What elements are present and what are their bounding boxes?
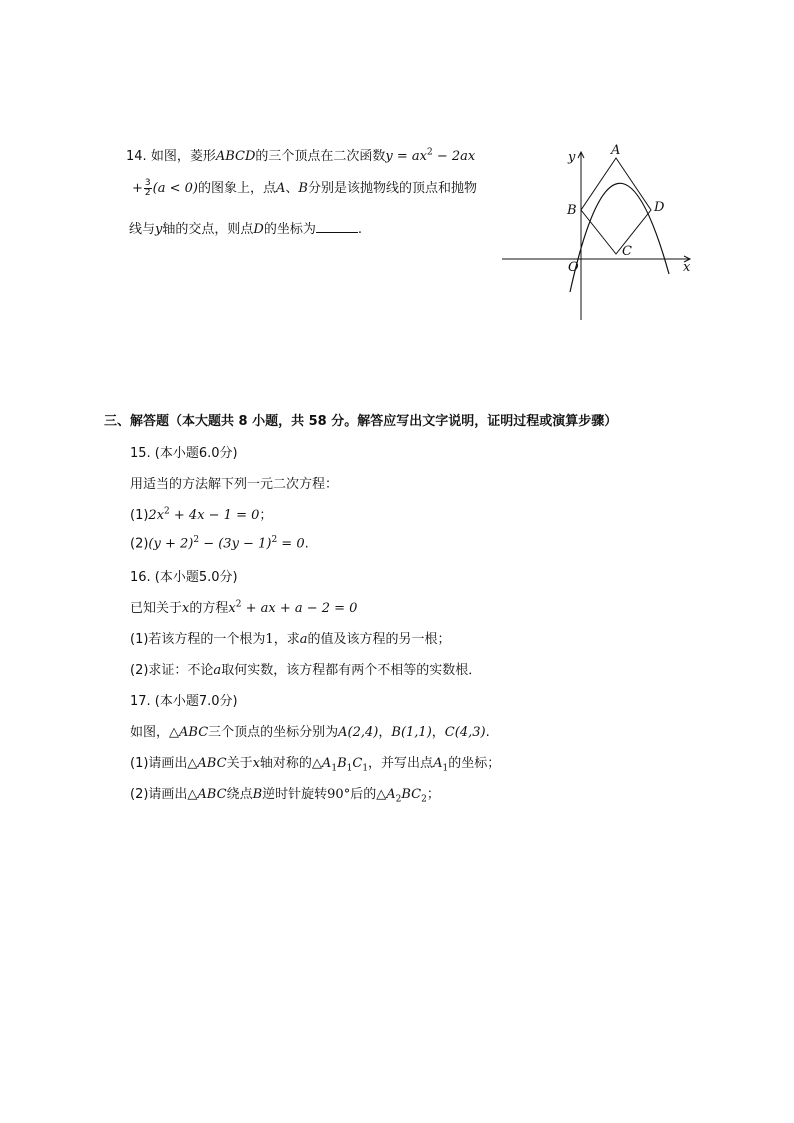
q14-line1: 14. 如图，菱形ABCD的三个顶点在二次函数$y = ax^2 - 2ax$ <box>126 147 476 164</box>
label-y: y <box>568 150 576 165</box>
label-c: C <box>622 244 632 259</box>
q15-part2: $(2)(y + 2)^2 - (3y - 1)^2 = 0$. <box>130 535 309 552</box>
label-o: O <box>568 260 579 275</box>
rhombus-abcd <box>581 158 651 254</box>
label-d: D <box>654 200 665 215</box>
fraction-three-halves: $\frac{3}{2}$ <box>144 178 151 198</box>
q17-intro: 如图，△ABC三个顶点的坐标分别为A(2,4)，B(1,1)，C(4,3). <box>130 725 490 740</box>
section-heading: 三、解答题（本大题共 8 小题，共 58 分。解答应写出文字说明，证明过程或演算步骤） <box>104 414 618 429</box>
label-a: A <box>611 143 621 158</box>
parabola-rhombus-figure <box>498 140 698 322</box>
q17-header: 17. (本小题7.0分) <box>130 694 238 709</box>
q14-line2: + $\frac{3}{2}$ (a < 0)的图象上，点A、B分别是该抛物线的顶点和抛物 <box>132 178 477 198</box>
q16-part2: (2)求证：不论a取何实数，该方程都有两个不相等的实数根． <box>130 663 482 678</box>
answer-blank[interactable] <box>316 220 358 233</box>
q16-part1: (1)若该方程的一个根为1，求a的值及该方程的另一根； <box>130 632 451 647</box>
label-b: B <box>567 203 577 218</box>
q17-part2: (2)请画出△ABC绕点B逆时针旋转90°后的$\triangle A_2BC_2$； <box>130 787 440 805</box>
label-x: x <box>683 260 691 275</box>
q16-intro: 已知关于x的方程$x^2$ + ax + a − 2 = 0 <box>130 599 358 616</box>
q16-header: 16. (本小题5.0分) <box>130 570 238 585</box>
q14-line3: 线与y轴的交点，则点D的坐标为 . <box>129 222 362 237</box>
q15-intro: 用适当的方法解下列一元二次方程： <box>130 477 339 492</box>
q15-part1: $(1)2x^2 + 4x - 1 = 0$； <box>130 506 273 523</box>
q17-part1: (1)请画出△ABC关于x轴对称的$\triangle A_1B_1C_1$，并写出点$A_1$的坐标； <box>130 756 501 774</box>
q15-header: 15. (本小题6.0分) <box>130 446 238 461</box>
